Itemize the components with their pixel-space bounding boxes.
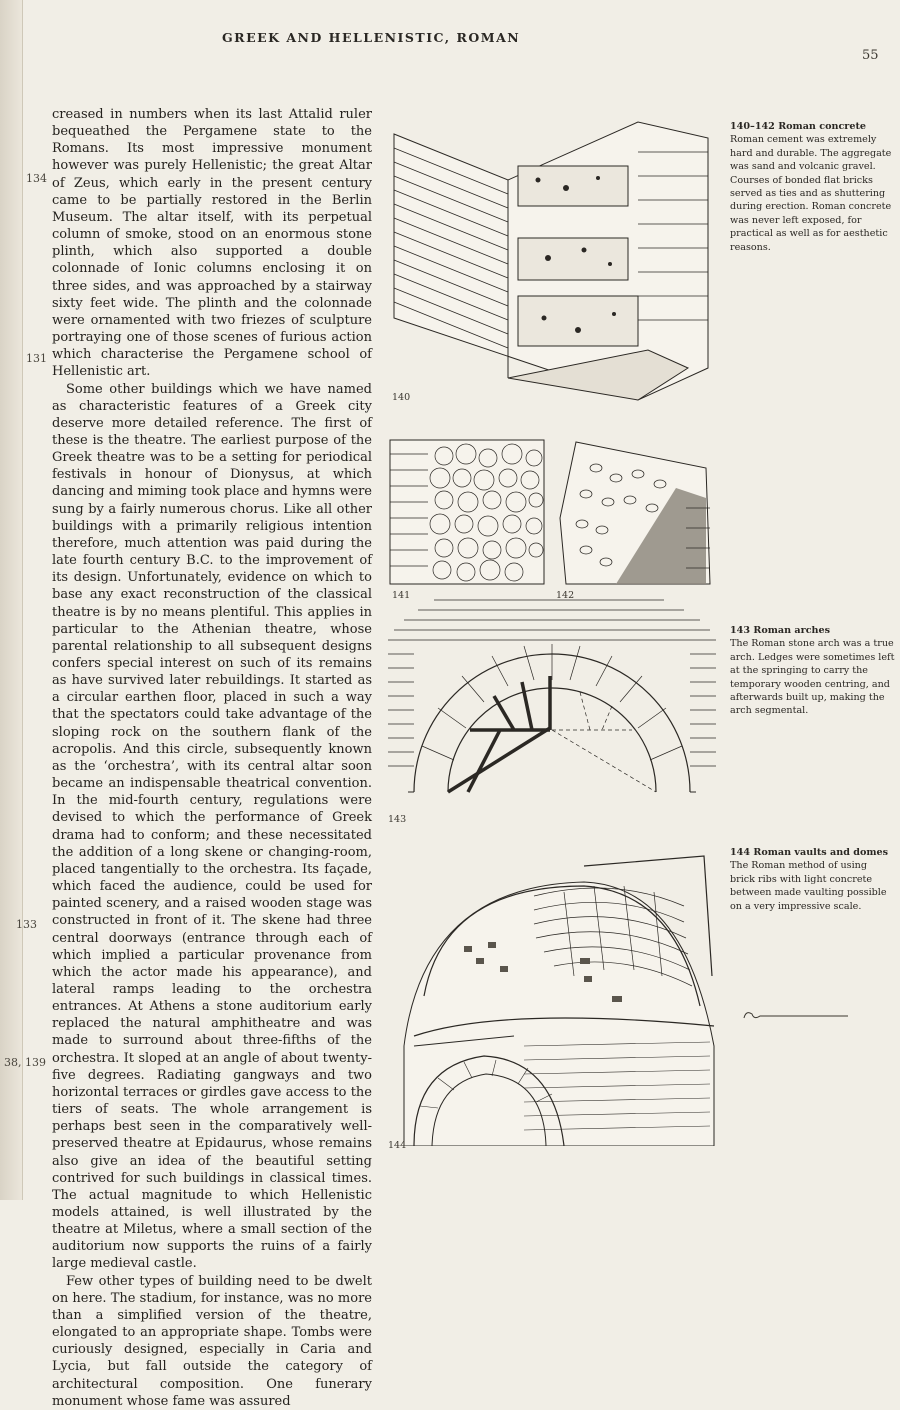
margin-ref: 38, 139 (4, 1056, 46, 1069)
body-text (52, 106, 372, 1410)
paragraph: Some other buildings which we have named as characteristic features of a Greek city deserve more detailed reference. The first of these is the theatre. The earliest purpose of the Greek theatre was to be a setting for periodical festivals in honour of Dionysus, at which dancing and miming took place and hymns were sung by a fairly numerous chorus. Like all other buildings with a primarily religious intention therefore, much attention was paid during the late fourth century B.C. to the improvement of its design. Unfortunately, evidence on which to base any exact reconstruction of the classical theatre is by no means plentiful. This applies in particular to the Athenian theatre, whose parental relationship to all subsequent designs confers special interest on such of its remains as have survived later rebuildings. It started as a circular earthen floor, placed in such a way that the spectators could take advantage of the sloping rock on the southern flank of the acropolis. And this circle, subsequently known as the ‘orchestra’, with its central altar soon became an indispensable theatrical convention. In the mid-fourth century, regulations were devised to which the performance of Greek drama had to conform; and these necessitated the addition of a long skene or changing-room, placed tangentially to the orchestra. Its façade, which faced the audience, could be used for painted scenery, and a raised wooden stage was constructed in front of it. The skene had three central doorways (entrance through each of which implied a particular provenance from which the actor made his appearance), and lateral ramps leading to the orchestra entrances. At Athens a stone auditorium early replaced the natural amphitheatre and was made to surround about three-fifths of the orchestra. It sloped at an angle of about twenty-five degrees. Radiating gangways and two horizontal terraces or girdles gave access to the tiers of seats. The whole arrangement is perhaps best seen in the comparatively well-preserved theatre at Epidaurus, whose remains also give an idea of the beautiful setting contrived for such buildings in classical times. The actual magnitude to which Hellenistic models attained, is well illustrated by the theatre at Miletus, where a small section of the auditorium now supports the ruins of a fairly large medieval castle. (52, 381, 372, 1272)
margin-ref: 131 (26, 352, 47, 365)
margin-ref: 133 (16, 918, 37, 931)
caption-140-142 (730, 120, 895, 254)
caption-text: The Roman method of using brick ribs with light concrete between made vaulting possible on a very impressive scale. (730, 860, 887, 912)
running-head: GREEK AND HELLENISTIC, ROMAN (222, 30, 521, 45)
left-page-edge (0, 0, 23, 1200)
caption-text: Roman cement was extremely hard and durable. The aggregate was sand and volcanic gravel. Courses of bonded flat bricks served as ties and as shuttering during erection. Roman concrete was never left exposed, for practical as well as for aesthetic reasons. (730, 134, 892, 253)
figure-141-rubble-wall (388, 438, 546, 586)
figure-number: 141 (392, 590, 411, 601)
caption-144 (730, 846, 895, 913)
margin-ref: 134 (26, 172, 47, 185)
caption-143 (730, 624, 895, 718)
figure-number: 140 (392, 392, 411, 403)
figure-142-reticulate-wall (556, 438, 714, 588)
pencil-mark (740, 1006, 850, 1026)
paragraph: creased in numbers when its last Attalid ruler bequeathed the Pergamene state to the Romans. Its most impressive monument however was purely Hellenistic; the great Altar of Zeus, which early in the present century came to be partially restored in the Berlin Museum. The altar itself, with its perpetual column of smoke, stood on an enormous stone plinth, which also supported a double colonnade of Ionic columns enclosing it on three sides, and was approached by a stairway sixty feet wide. The plinth and the colonnade were ornamented with two friezes of sculpture portraying one of those scenes of furious action which characterise the Pergamene school of Hellenistic art. (52, 107, 372, 380)
caption-title: 140–142 Roman concrete (730, 121, 866, 132)
caption-title: 143 Roman arches (730, 625, 831, 636)
page-number: 55 (862, 48, 879, 63)
paragraph: Few other types of building need to be dwelt on here. The stadium, for instance, was no more than a simplified version of the theatre, elongated to an appropriate shape. Tombs were curiously designed, especially in Caria and Lycia, but fall outside the category of architectural composition. One funerary monument whose fame was assured (52, 1273, 372, 1409)
figure-number: 143 (388, 814, 407, 825)
figure-140-concrete-wall (388, 118, 720, 408)
figure-number: 142 (556, 590, 575, 601)
figure-144-vaults-domes (384, 846, 720, 1146)
caption-title: 144 Roman vaults and domes (730, 847, 889, 858)
figure-143-roman-arch (384, 596, 720, 808)
figure-number: 144 (388, 1140, 407, 1151)
caption-text: The Roman stone arch was a true arch. Ledges were sometimes left at the springing to carry the temporary wooden centring, and afterwards built up, making the arch segmental. (730, 638, 895, 717)
